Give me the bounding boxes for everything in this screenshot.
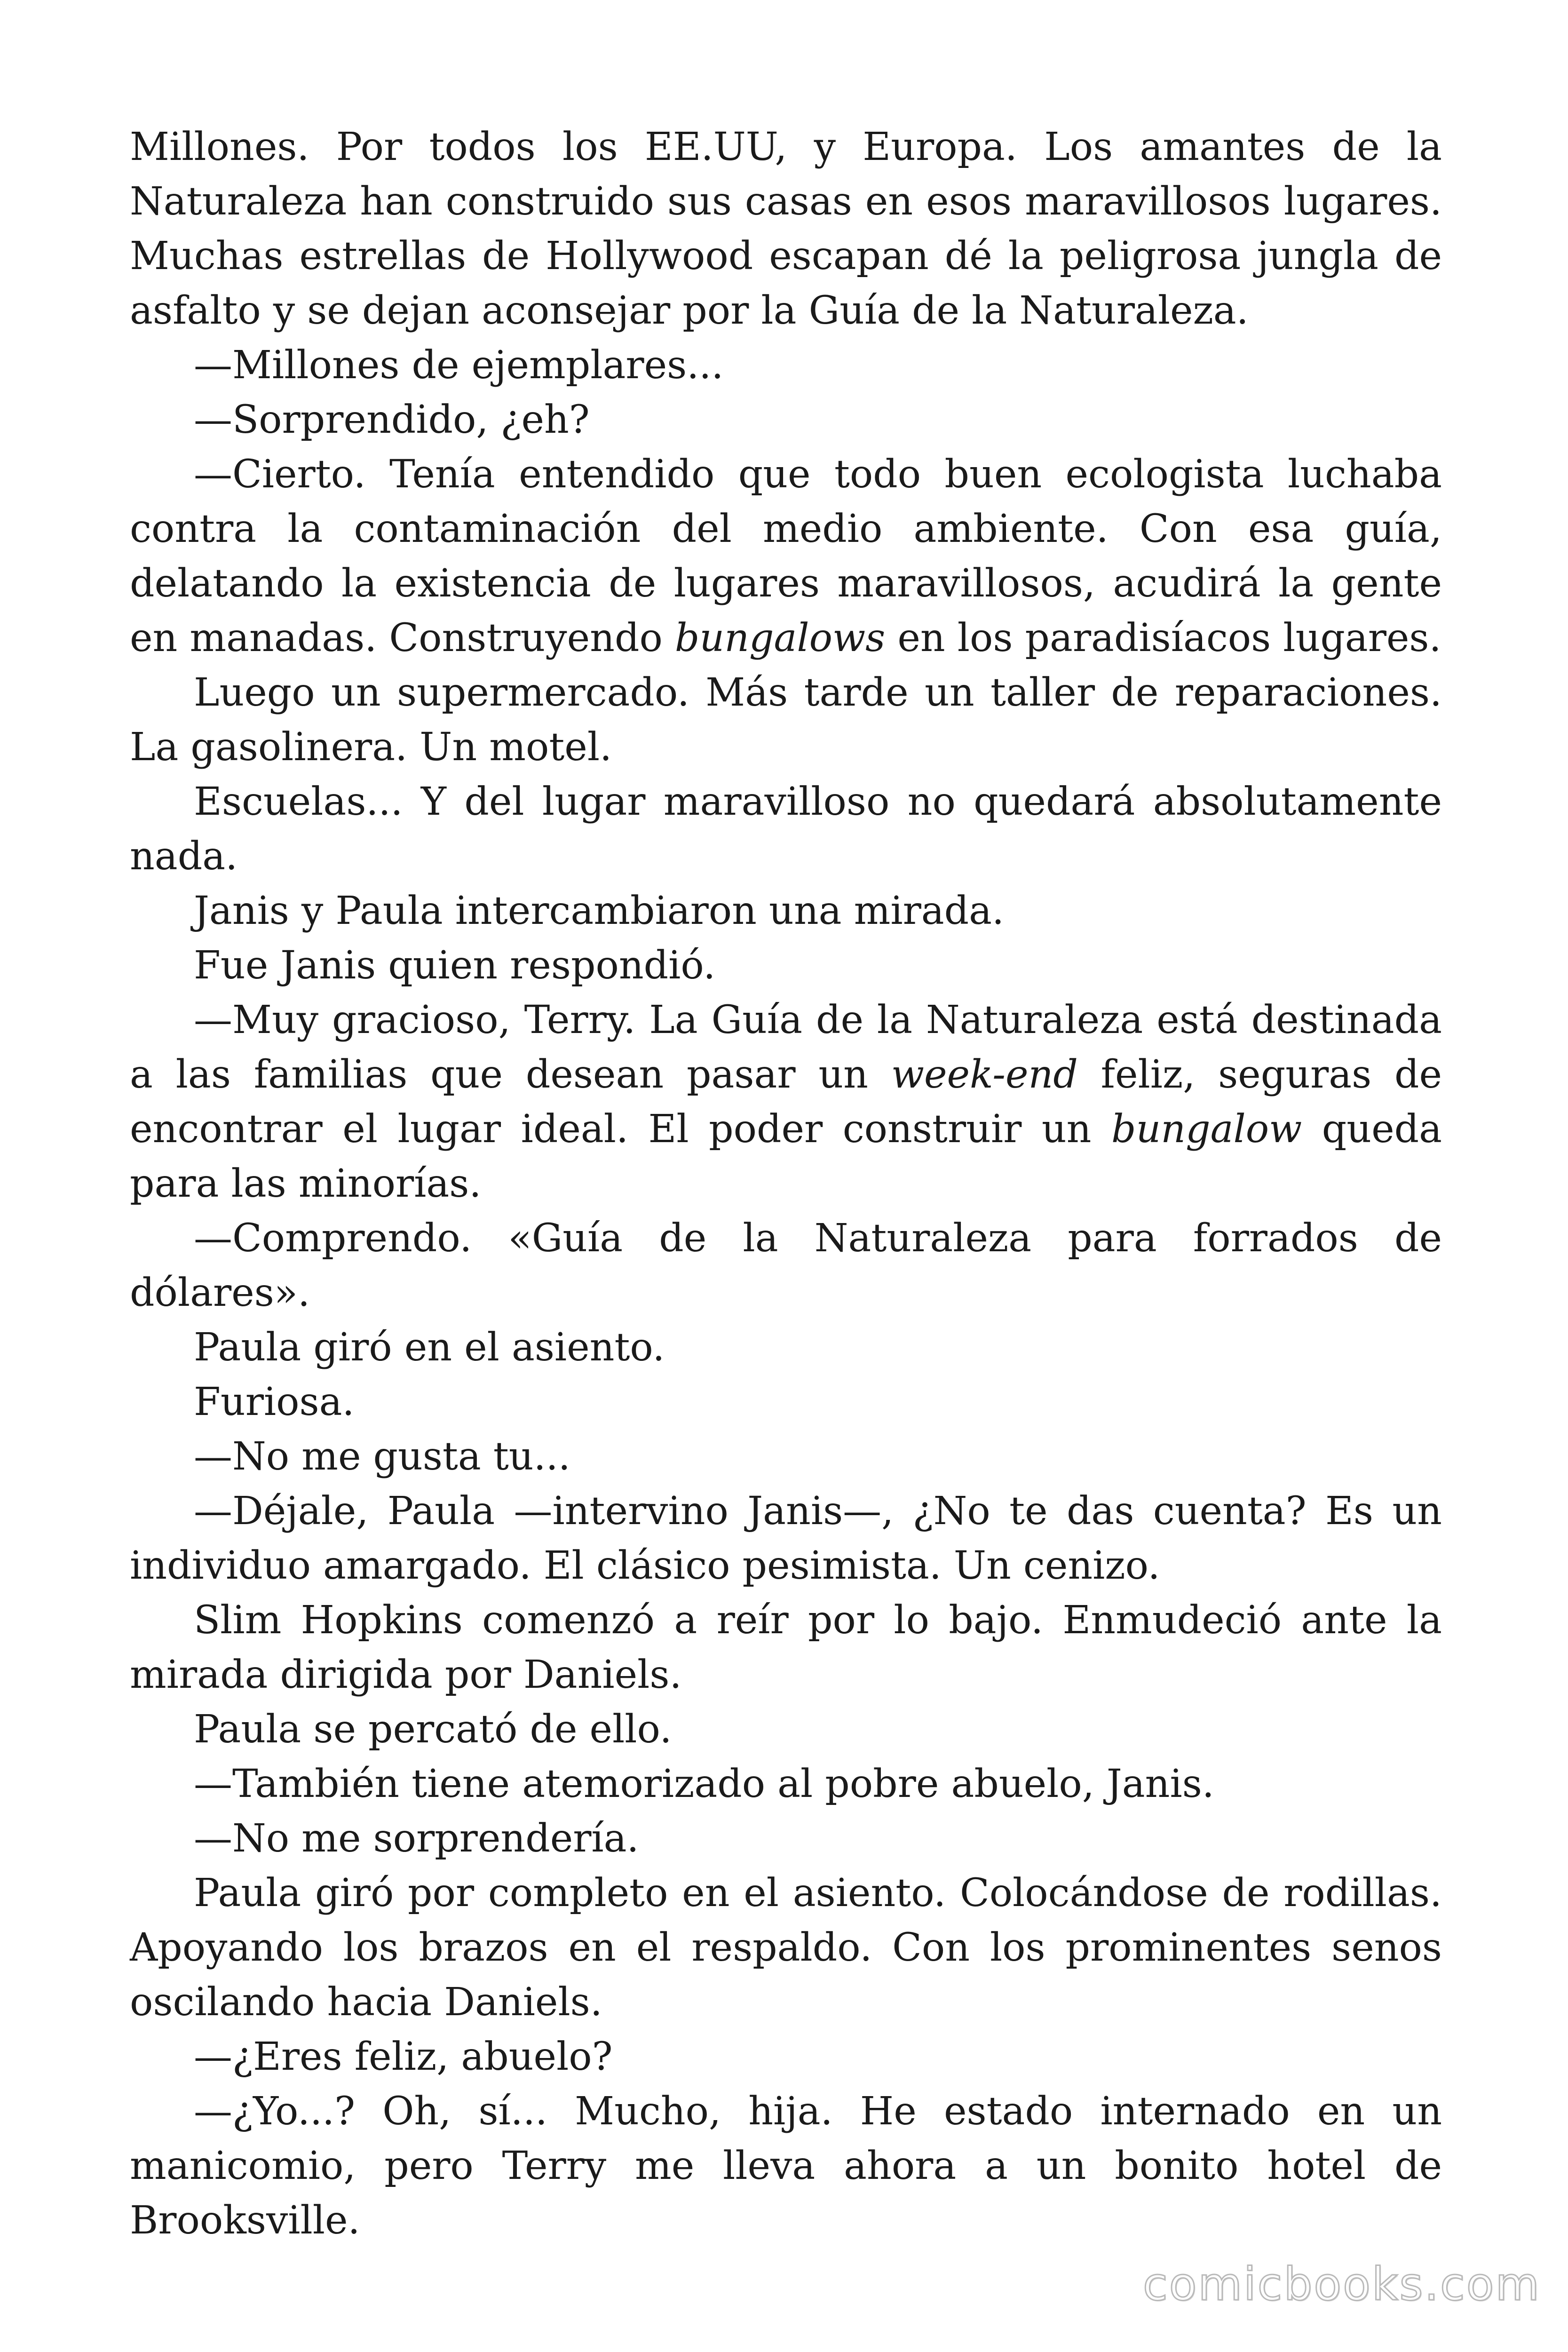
paragraph: Slim Hopkins comenzó a reír por lo bajo. Enmudeció ante la mirada dirigida por Daniels.: [130, 1598, 1442, 1697]
paragraph: —Millones de ejemplares...: [194, 343, 724, 388]
paragraph: Furiosa.: [194, 1380, 355, 1424]
page-text: [130, 120, 1442, 2248]
paragraph: Escuelas... Y del lugar maravilloso no quedará absolutamente nada.: [130, 779, 1442, 879]
paragraph-text: queda para las minorías.: [130, 1107, 1442, 1206]
paragraph-text: en los paradisíacos lugares.: [885, 616, 1441, 660]
paragraph: Fue Janis quien respondió.: [194, 943, 716, 988]
italic-term: bungalows: [674, 616, 886, 660]
paragraph: Paula giró por completo en el asiento. Colocándose de rodillas. Apoyando los brazos en el respaldo. Con los prominentes senos oscilando hacia Daniels.: [130, 1871, 1442, 2025]
italic-term: week-end: [891, 1052, 1078, 1097]
paragraph: Paula se percató de ello.: [194, 1707, 672, 1752]
paragraph: Janis y Paula intercambiaron una mirada.: [194, 889, 1005, 933]
paragraph: —Déjale, Paula —intervino Janis—, ¿No te das cuenta? Es un individuo amargado. El clásico pesimista. Un cenizo.: [130, 1489, 1442, 1588]
paragraph: [130, 447, 1442, 666]
paragraph: —Sorprendido, ¿eh?: [194, 397, 590, 442]
italic-term: bungalow: [1111, 1107, 1302, 1152]
paragraph: Paula giró en el asiento.: [194, 1325, 665, 1370]
paragraph-text: —Muy gracioso, Terry. La Guía de la Naturaleza está destinada a las familias que desean pasar un: [130, 998, 1442, 1097]
paragraph: —No me gusta tu...: [194, 1434, 570, 1479]
paragraph: Millones. Por todos los EE.UU, y Europa. Los amantes de la Naturaleza han construido sus casas en esos maravillosos lugares. Muchas estrellas de Hollywood escapan dé la peligrosa jungla de asfalto y se dejan aconsejar por la Guía de la Naturaleza.: [130, 125, 1442, 333]
paragraph: —No me sorprendería.: [194, 1816, 639, 1861]
paragraph: —¿Yo...? Oh, sí... Mucho, hija. He estado internado en un manicomio, pero Terry me lleva ahora a un bonito hotel de Brooksville.: [130, 2089, 1442, 2243]
paragraph: —¿Eres feliz, abuelo?: [194, 2034, 613, 2079]
paragraph-text: feliz, seguras de encontrar el lugar ideal. El poder construir un: [130, 1052, 1442, 1152]
watermark: comicbooks.com: [1142, 2258, 1541, 2311]
paragraph: —Comprendo. «Guía de la Naturaleza para forrados de dólares».: [130, 1216, 1442, 1315]
paragraph: Luego un supermercado. Más tarde un taller de reparaciones. La gasolinera. Un motel.: [130, 670, 1442, 770]
paragraph: [130, 993, 1442, 1211]
paragraph-text: —Cierto. Tenía entendido que todo buen ecologista luchaba contra la contaminación del medio ambiente. Con esa guía, delatando la existencia de lugares maravillosos, acudirá la gente en manadas. Construyendo: [130, 452, 1442, 660]
paragraph: —También tiene atemorizado al pobre abuelo, Janis.: [194, 1762, 1214, 1806]
